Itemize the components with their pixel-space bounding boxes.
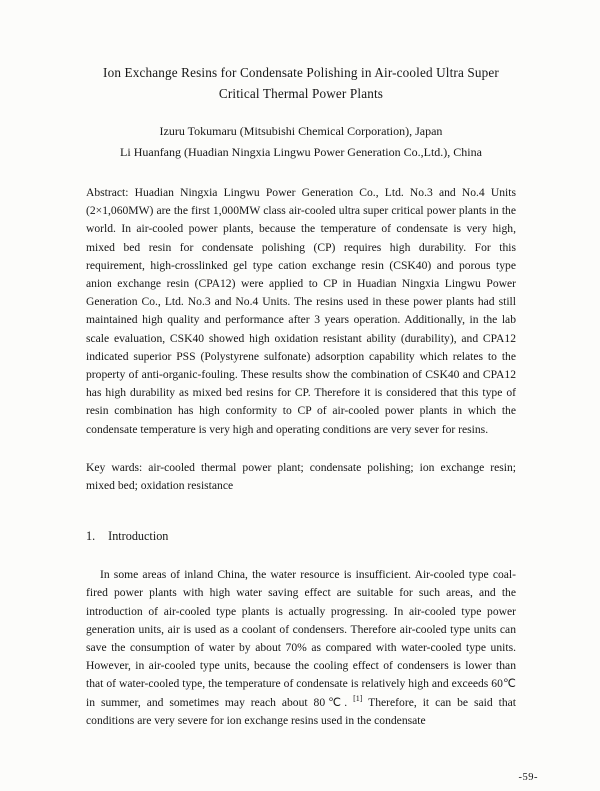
introduction-text-part2: Therefore, it can be said that conditions are very severe for ion exchange resins used in the condensate (86, 695, 516, 727)
paper-title (86, 62, 516, 104)
keywords-paragraph: Key wards: air-cooled thermal power plant; condensate polishing; ion exchange resin; mixed bed; oxidation resistance (86, 460, 516, 493)
section-number: 1. (86, 529, 96, 544)
introduction-paragraph (86, 566, 516, 730)
paper-title-line-2: Critical Thermal Power Plants (218, 86, 384, 101)
paper-title-line-1: Ion Exchange Resins for Condensate Polishing in Air-cooled Ultra Super (103, 65, 499, 80)
section-label: Introduction (108, 529, 169, 544)
abstract-paragraph: Abstract: Huadian Ningxia Lingwu Power Generation Co., Ltd. No.3 and No.4 Units (2×1,060MW) are the first 1,000MW class air-cooled ultra super critical power plants in the world. In air-cooled power plants, because the temperature of condensate is very high, mixed bed resin for condensate polishing (CP) requires high durability. For this requirement, high-crosslinked gel type cation exchange resin (CSK40) and porous type anion exchange resin (CPA12) were applied to CP in Huadian Ningxia Lingwu Power Generation Co., Ltd. No.3 and No.4 Units. The resins used in these power plants had still maintained high quality and performance after 3 years operation. Additionally, in the lab scale evaluation, CSK40 showed high oxidation resistant ability (durability), and CPA12 indicated superior PSS (Polystyrene sulfonate) adsorption capability which relates to the property of anti-organic-fouling. These results show the combination of CSK40 and CPA12 has high durability as mixed bed resins for CP. Therefore it is considered that this type of resin combination has high conformity to CP of air-cooled power plants in which the condensate temperature is very high and operating conditions are very sever for resins. (86, 186, 516, 436)
author-line-1: Izuru Tokumaru (Mitsubishi Chemical Corporation), Japan (159, 124, 443, 138)
author-line-2: Li Huanfang (Huadian Ningxia Lingwu Power Generation Co.,Ltd.), China (120, 145, 482, 159)
introduction-text-part1: In some areas of inland China, the water resource is insufficient. Air-cooled type coal-fired power plants with high water saving effect are suitable for such areas, and the introduction of air-cooled type plants is actually progressing. In air-cooled type power generation units, air is used as a coolant of condensers. Therefore air-cooled type units can save the consumption of water by about 70% as compared with water-cooled type units. However, in air-cooled type units, because the cooling effect of condensers is lower than that of water-cooled type, the temperature of condensate is relatively high and exceeds 60℃ in summer, and sometimes may reach about 80℃. (86, 568, 516, 709)
reference-marker-1: [1] (353, 693, 363, 703)
author-block (86, 121, 516, 163)
page-number: -59- (518, 772, 538, 783)
section-heading-introduction (86, 528, 516, 544)
